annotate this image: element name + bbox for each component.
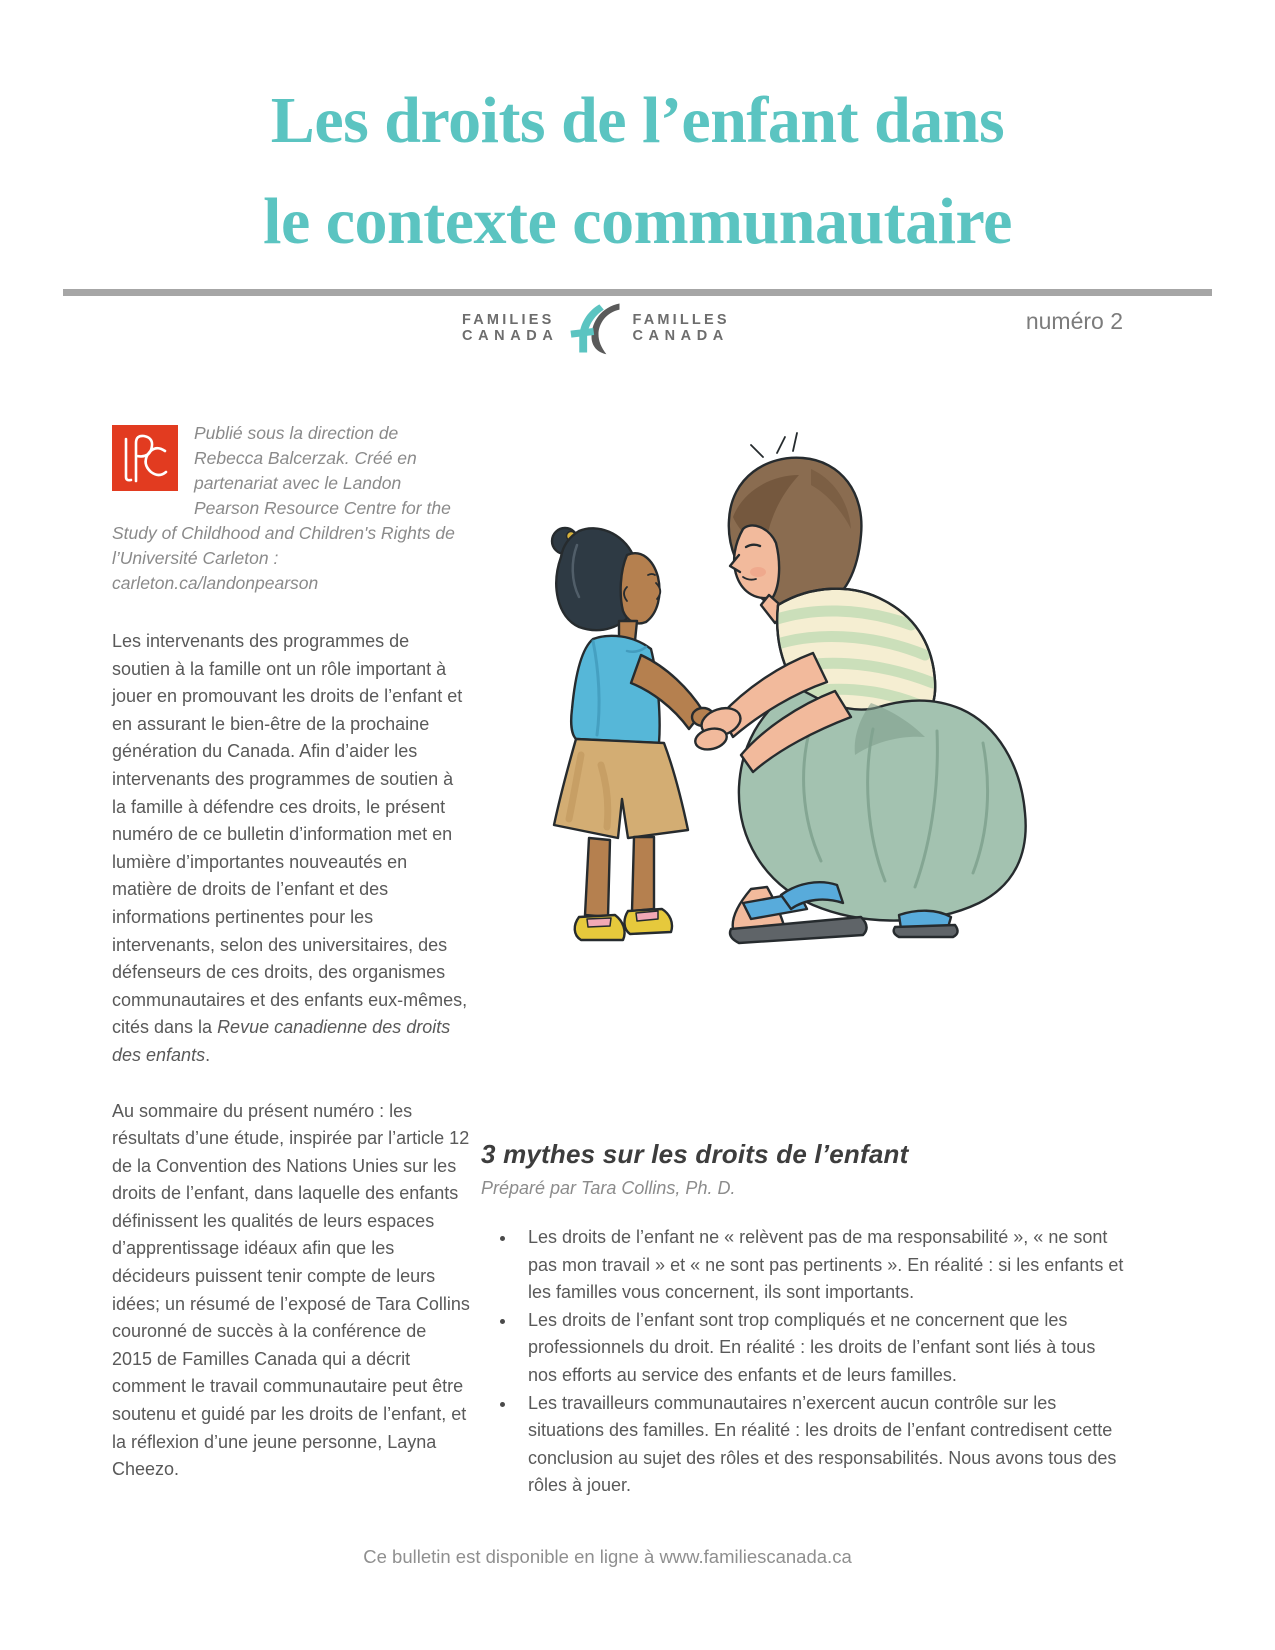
- journal-title: Revue canadienne des droits des enfants: [112, 1017, 451, 1065]
- families-canada-logo: [462, 301, 730, 355]
- section-heading: 3 mythes sur les droits de l’enfant: [481, 1139, 909, 1169]
- families-canada-logo-icon: [567, 301, 623, 355]
- issue-number: numéro 2: [1025, 308, 1123, 334]
- families-canada-logo-text-en: FAMILIES CANADA: [462, 312, 559, 344]
- page-title-line2: le contexte communautaire: [263, 185, 1012, 258]
- myth-item-1: Les droits de l’enfant ne « relèvent pas de ma responsabilité », « ne sont pas mon travail » et « ne sont pas pertinents ». En réalité : si les enfants et les familles vous concernent, ils sont importants.: [481, 1224, 1129, 1307]
- myths-list: [481, 1224, 1129, 1500]
- page-title-line1: Les droits de l’enfant dans: [270, 84, 1005, 157]
- summary-paragraph: Au sommaire du présent numéro : les résultats d’une étude, inspirée par l’article 12 de la Convention des Nations Unies sur les droits de l’enfant, dans laquelle des enfants définissent les qualités de leurs espaces d’apprentissage idéaux afin que les décideurs puissent tenir compte de leurs idées; un résumé de l’exposé de Tara Collins couronné de succès à la conférence de 2015 de Familles Canada qui a décrit comment le travail communautaire peut être soutenu et guidé par les droits de l’enfant, et la réflexion d’une jeune personne, Layna Cheezo.: [112, 1100, 470, 1480]
- intro-paragraph: [112, 628, 470, 1070]
- left-column: [112, 421, 470, 1484]
- page-title: [0, 70, 1275, 272]
- illustration-woman: [721, 433, 1026, 943]
- footer-note: Ce bulletin est disponible en ligne à www.familiescanada.ca: [363, 1546, 852, 1567]
- illustration-woman-and-child: [481, 425, 1121, 1045]
- landon-pearson-centre-logo: [112, 425, 178, 491]
- myth-item-3: Les travailleurs communautaires n’exercent aucun contrôle sur les situations des familles. En réalité : les droits de l’enfant contredisent cette conclusion au sujet des rôles et des responsabilités. Nous avons tous des rôles à jouer.: [481, 1390, 1129, 1500]
- illustration-child: [552, 528, 703, 940]
- section-byline: Préparé par Tara Collins, Ph. D.: [481, 1178, 736, 1198]
- header-divider: [63, 289, 1212, 296]
- intro-paragraph-end: .: [205, 1044, 211, 1065]
- illustration-joined-hands: [692, 703, 744, 752]
- myths-section: [481, 1139, 1129, 1500]
- families-canada-logo-text-fr: FAMILLES CANADA: [632, 312, 730, 344]
- credit-note: Publié sous la direction de Rebecca Balcerzak. Créé en partenariat avec le Landon Pearson Resource Centre for the Study of Childhood and Children's Rights de l’Université Carleton : carleton.ca/landonpearson: [112, 423, 455, 593]
- myth-item-2: Les droits de l’enfant sont trop compliqués et ne concernent que les professionnels du droit. En réalité : les droits de l’enfant sont liés à tous nos efforts au service des enfants et de leurs familles.: [481, 1307, 1129, 1390]
- intro-paragraph-text: Les intervenants des programmes de soutien à la famille ont un rôle important à jouer en promouvant les droits de l’enfant et en assurant le bien-être de la prochaine génération du Canada. Afin d’aider les intervenants des programmes de soutien à la famille à défendre ces droits, le présent numéro de ce bulletin d’information met en lumière d’importantes nouveautés en matière de droits de l’enfant et des informations pertinentes pour les intervenants, selon des universitaires, des défenseurs de ces droits, des organismes communautaires et des enfants eux-mêmes, cités dans la: [112, 631, 468, 1038]
